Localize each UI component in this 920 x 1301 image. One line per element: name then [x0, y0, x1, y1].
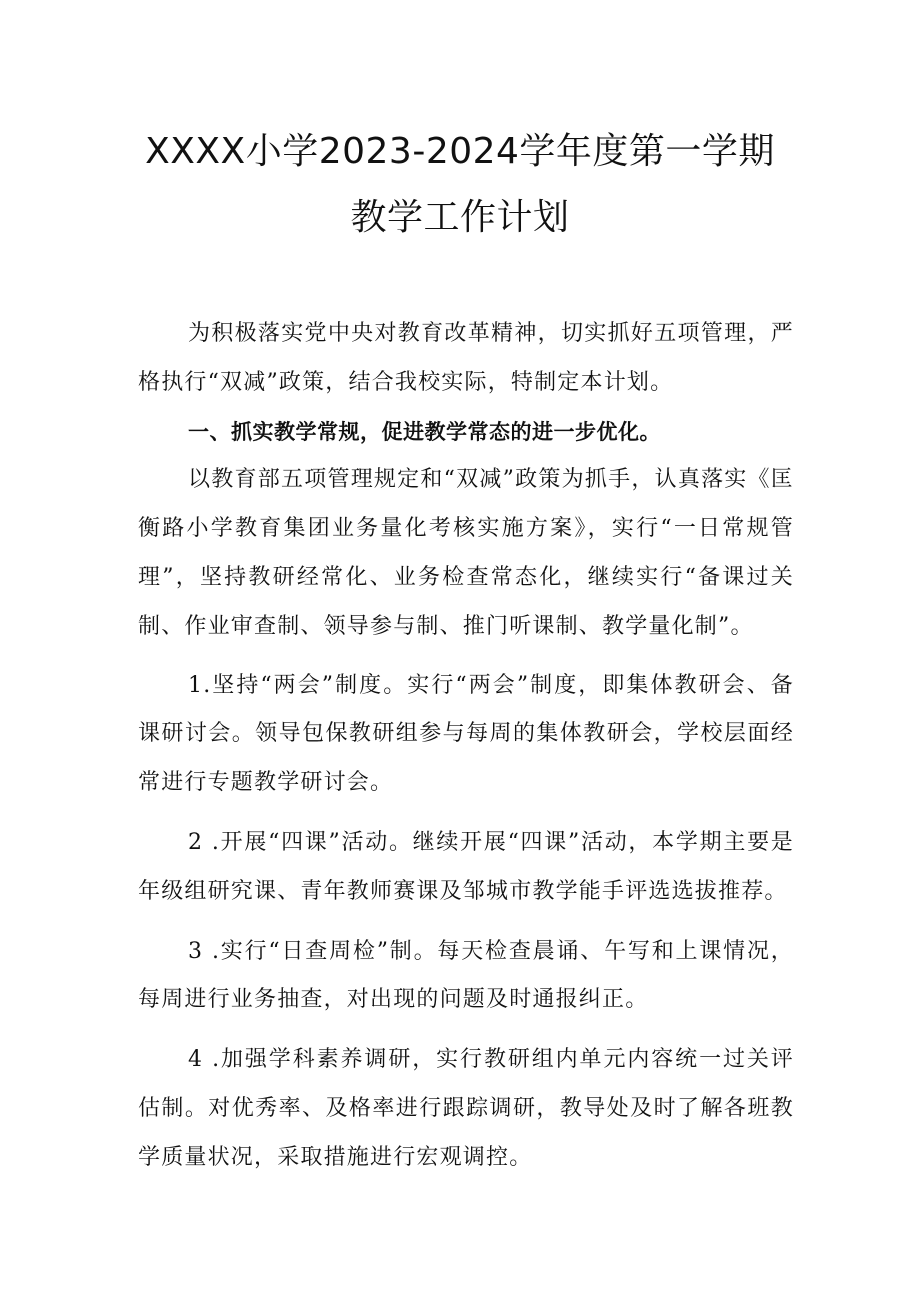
section-heading: 一、抓实教学常规，促进教学常态的进一步优化。 — [188, 419, 661, 444]
intro-paragraph: 为积极落实党中央对教育改革精神，切实抓好五项管理，严格执行“双减”政策，结合我校实际，特制定本计划。 — [138, 321, 794, 395]
section-paragraph: 以教育部五项管理规定和“双减”政策为抓手，认真落实《匡衡路小学教育集团业务量化考核实施方案》，实行“一日常规管理”，坚持教研经常化、业务检查常态化，继续实行“备课过关制、作业审查制、领导参与制、推门听课制、教学量化制”。 — [138, 467, 794, 639]
document-title-line2: 教学工作计划 — [350, 197, 570, 238]
list-item: 2 .开展“四课”活动。继续开展“四课”活动，本学期主要是年级组研究课、青年教师赛课及邹城市教学能手评选选拔推荐。 — [138, 829, 794, 904]
list-item: 1.坚持“两会”制度。实行“两会”制度，即集体教研会、备课研讨会。领导包保教研组参与每周的集体教研会，学校层面经常进行专题教学研讨会。 — [138, 672, 794, 796]
document-title-line1: XXXX小学2023-2024学年度第一学期 — [145, 131, 775, 172]
document-body — [138, 310, 794, 1183]
list-item: 4 .加强学科素养调研，实行教研组内单元内容统一过关评估制。对优秀率、及格率进行跟踪调研，教导处及时了解各班教学质量状况，采取措施进行宏观调控。 — [138, 1047, 794, 1170]
list-item: 3 .实行“日查周检”制。每天检查晨诵、午写和上课情况，每周进行业务抽查，对出现的问题及时通报纠正。 — [138, 938, 794, 1013]
